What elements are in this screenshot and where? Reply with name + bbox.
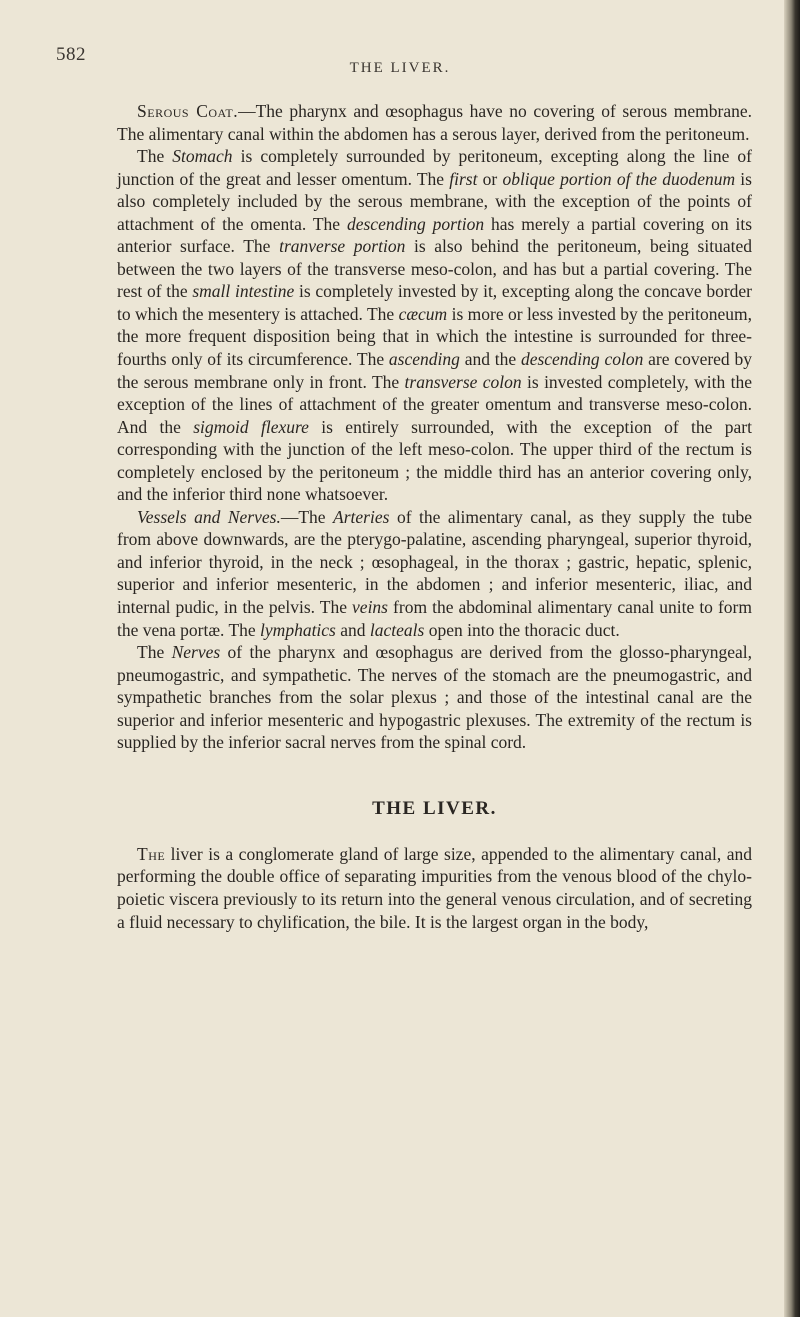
- text-span: or: [477, 168, 503, 189]
- running-head: THE LIVER.: [349, 60, 451, 76]
- text-column: [117, 100, 752, 933]
- paragraph-liver: [117, 843, 752, 933]
- text-span: is invested completely, with the exception of the lines of attachment of the greater omentum and transverse meso-colon. And the: [117, 371, 752, 437]
- text-span: The: [137, 642, 172, 663]
- text-span: —The: [280, 506, 334, 527]
- term-ascending: ascending: [388, 349, 460, 370]
- text-span: from the abdominal alimentary canal unite to form the vena portæ. The: [117, 597, 752, 640]
- text-span: are covered by the serous membrane only in front. The: [117, 349, 752, 392]
- term-caecum: cæcum: [398, 303, 448, 324]
- text-span: is more or less invested by the peritoneum, the more frequent disposition being that in which the intestine is surrounded for three-fourths only of its circumference. The: [117, 303, 752, 370]
- text-span: is completely invested by it, excepting along the concave border to which the mesentery is attached. The: [117, 281, 753, 324]
- term-transverse-portion: tranverse portion: [279, 236, 406, 257]
- text-span: open into the thoracic duct.: [424, 619, 620, 640]
- term-descending-colon: descending colon: [520, 349, 644, 370]
- text-span: and: [335, 619, 370, 640]
- term-small-intestine: small intestine: [192, 281, 295, 302]
- text-span: is entirely surrounded, with the exception of the part corresponding with the junction of the left meso-colon. The upper third of the rectum is completely enclosed by the peritoneum ; the middle third has an anterior covering only, and the inferior third none whatsoever.: [117, 416, 752, 505]
- term-sigmoid-flexure: sigmoid flexure: [193, 416, 309, 437]
- text-span: and the: [459, 349, 521, 370]
- paragraph-vessels: [117, 506, 752, 641]
- term-nerves: Nerves: [171, 642, 221, 663]
- text-span: is also behind the peritoneum, being situated between the two layers of the transverse meso-colon, and has but a partial covering. The rest of the: [117, 236, 752, 302]
- text-span: is also completely included by the serous membrane, with the exception of the points of attachment of the omenta. The: [117, 168, 752, 234]
- lead-serous-coat: Serous Coat.: [137, 101, 239, 121]
- lead-vessels-and-nerves: Vessels and Nerves.: [137, 506, 281, 527]
- lead-the: The: [137, 843, 166, 864]
- term-lacteals: lacteals: [369, 619, 425, 640]
- term-veins: veins: [352, 597, 388, 618]
- text-span: has merely a partial covering on its anterior surface. The: [117, 213, 753, 257]
- page-number: 582: [56, 44, 86, 65]
- text-span: The: [137, 146, 173, 167]
- term-descending-portion: descending portion: [346, 213, 485, 234]
- paragraph-stomach: [117, 145, 752, 506]
- term-stomach: Stomach: [172, 146, 233, 167]
- paragraph-serous-coat: [117, 100, 752, 145]
- term-oblique-portion: oblique portion of the duodenum: [502, 168, 736, 189]
- text-span: is completely surrounded by peritoneum, excepting along the line of junction of the great and lesser omentum. The: [117, 146, 752, 189]
- text-span: of the pharynx and œsophagus are derived from the glosso-pharyngeal, pneumogastric, and sympathetic. The nerves of the stomach are the pneumogastric, and sympathetic branches from the solar plexus ; and those of the intestinal canal are the superior and inferior mesenteric and hypogastric plexuses. The extremity of the rectum is supplied by the inferior sacral nerves from the spinal cord.: [117, 642, 752, 753]
- page-edge-shadow: [784, 0, 800, 1317]
- paragraph-nerves: [117, 641, 752, 754]
- text-span: of the alimentary canal, as they supply the tube from above downwards, are the pterygo-palatine, ascending pharyngeal, superior thyroid, and inferior thyroid, in the neck ; œsophageal, in the thorax ; gastric, hepatic, splenic, superior and inferior mesenteric, in the abdomen ; and inferior mesenteric, iliac, and internal pudic, in the pelvis. The: [117, 506, 752, 618]
- section-heading-liver: THE LIVER.: [372, 797, 497, 819]
- text-span: liver is a conglomerate gland of large size, appended to the alimentary canal, and performing the double office of separating impurities from the venous blood of the chylo-poietic viscera previously to its return into the general venous circulation, and of secreting a fluid necessary to chylification, the bile. It is the largest organ in the body,: [117, 843, 752, 932]
- term-arteries: Arteries: [333, 506, 390, 527]
- term-lymphatics: lymphatics: [260, 619, 336, 640]
- term-transverse-colon: transverse colon: [404, 371, 522, 392]
- text-span: —The pharynx and œsophagus have no covering of serous membrane. The alimentary canal within the abdomen has a serous layer, derived from the peritoneum.: [117, 101, 752, 144]
- term-first: first: [449, 168, 478, 189]
